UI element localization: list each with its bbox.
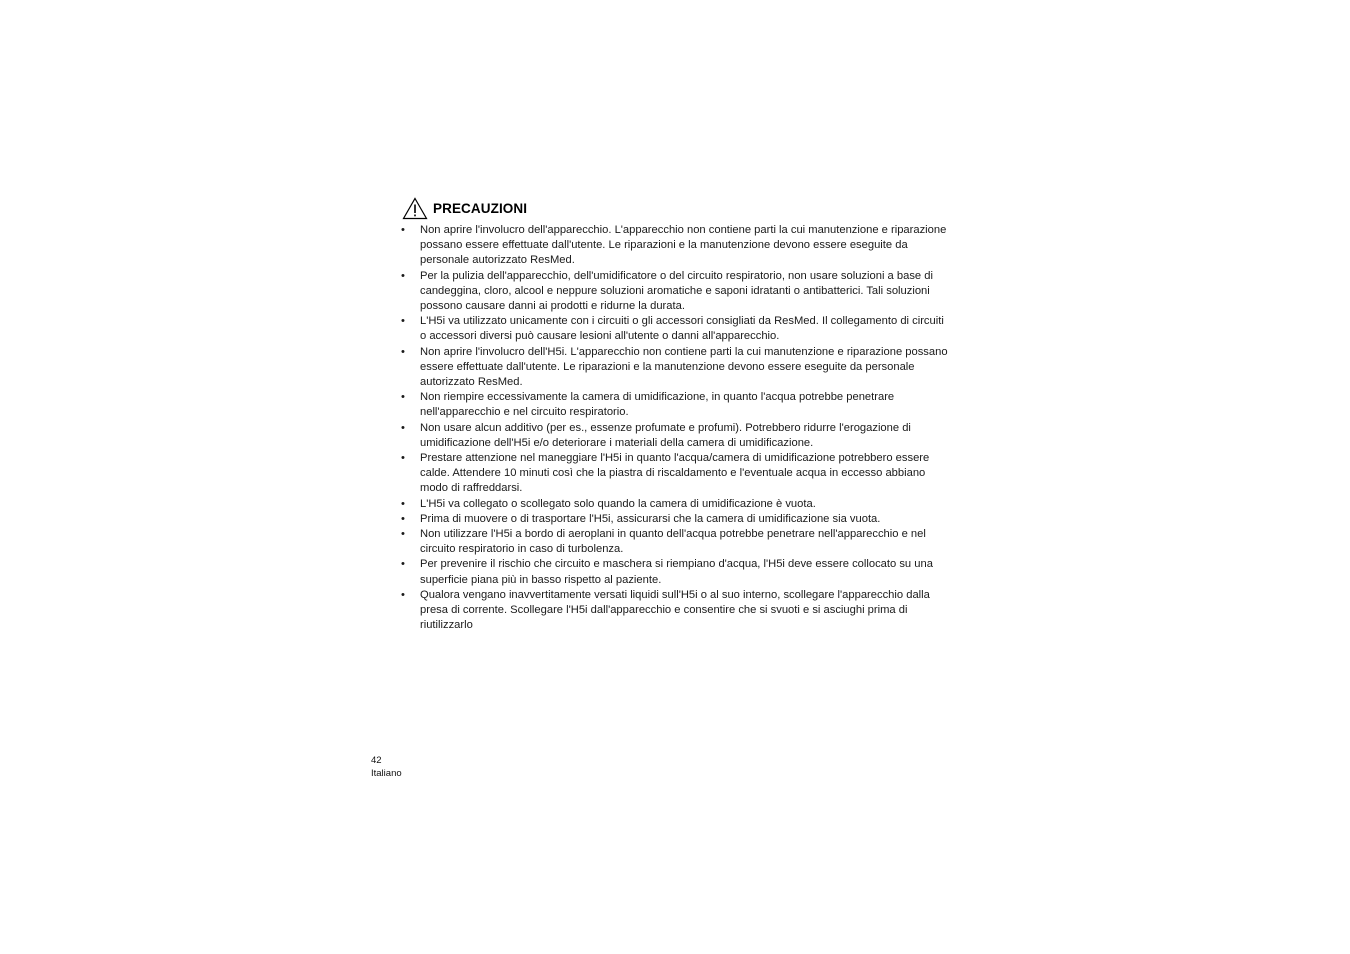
precautions-heading: [402, 196, 950, 220]
list-item: [398, 512, 950, 527]
list-item: [398, 345, 950, 391]
bullet-icon: •: [401, 345, 405, 358]
list-item: [398, 223, 950, 269]
list-item: [398, 497, 950, 512]
bullet-icon: •: [401, 512, 405, 525]
list-item-text: Per prevenire il rischio che circuito e maschera si riempiano d'acqua, l'H5i deve essere collocato su una superficie piana più in basso rispetto al paziente.: [420, 558, 933, 586]
page-number: 42: [371, 755, 382, 766]
list-item-text: Non usare alcun additivo (per es., essenze profumate e profumi). Potrebbero ridurre l'erogazione di umidificazione dell'H5i e/o deteriorare i materiali della camera di umidificazione.: [420, 421, 911, 449]
list-item: [398, 557, 950, 587]
list-item: [398, 269, 950, 315]
list-item: [398, 390, 950, 420]
list-item-text: Prima di muovere o di trasportare l'H5i, assicurarsi che la camera di umidificazione sia vuota.: [420, 512, 881, 525]
bullet-icon: •: [401, 497, 405, 510]
list-item: [398, 451, 950, 497]
list-item: [398, 527, 950, 557]
bullet-icon: •: [401, 452, 405, 465]
list-item: [398, 314, 950, 344]
list-item-text: Non aprire l'involucro dell'H5i. L'apparecchio non contiene parti la cui manutenzione e riparazione possano essere effettuate dall'utente. Le riparazioni e la manutenzione devono essere eseguite da personale autorizzato ResMed.: [420, 345, 948, 389]
precautions-section: [398, 196, 950, 633]
page-footer: [371, 755, 402, 780]
list-item: [398, 588, 950, 634]
page-language: Italiano: [371, 767, 402, 779]
bullet-icon: •: [401, 269, 405, 282]
list-item-text: L'H5i va utilizzato unicamente con i circuiti o gli accessori consigliati da ResMed. Il collegamento di circuiti o accessori diversi può causare lesioni all'utente o danni all'apparecchio.: [420, 315, 944, 343]
list-item: [398, 421, 950, 451]
list-item-text: Prestare attenzione nel maneggiare l'H5i in quanto l'acqua/camera di umidificazione potrebbero essere calde. Attendere 10 minuti così che la piastra di riscaldamento e l'eventuale acqua in eccesso abbiano modo di raffreddarsi.: [420, 452, 930, 495]
bullet-icon: •: [401, 391, 405, 404]
bullet-icon: •: [401, 558, 405, 571]
precautions-list: [398, 223, 950, 633]
bullet-icon: •: [401, 421, 405, 434]
bullet-icon: •: [401, 588, 405, 601]
precautions-title: PRECAUZIONI: [433, 200, 528, 216]
list-item-text: Non riempire eccessivamente la camera di umidificazione, in quanto l'acqua potrebbe penetrare nell'apparecchio e nel circuito respiratorio.: [420, 391, 895, 419]
list-item-text: Qualora vengano inavvertitamente versati liquidi sull'H5i o al suo interno, scollegare l'apparecchio dalla presa di corrente. Scollegare l'H5i dall'apparecchio e consentire che si svuoti e si asciughi prima di riutilizzarlo: [420, 588, 930, 632]
list-item-text: Non aprire l'involucro dell'apparecchio. L'apparecchio non contiene parti la cui manutenzione e riparazione possano essere effettuate dall'utente. Le riparazioni e la manutenzione devono essere eseguite da personale autorizzato ResMed.: [420, 224, 947, 267]
list-item-text: Per la pulizia dell'apparecchio, dell'umidificatore o del circuito respiratorio, non usare soluzioni a base di candeggina, cloro, alcool e neppure soluzioni aromatiche e saponi idratanti o antibatterici. Tali soluzioni possono causare danni ai prodotti e ridurne la durata.: [420, 269, 933, 313]
bullet-icon: •: [401, 224, 405, 236]
bullet-icon: •: [401, 315, 405, 328]
list-item-text: Non utilizzare l'H5i a bordo di aeroplani in quanto dell'acqua potrebbe penetrare nell'apparecchio e nel circuito respiratorio in caso di turbolenza.: [420, 528, 926, 556]
bullet-icon: •: [401, 528, 405, 541]
warning-triangle-icon: [402, 197, 428, 220]
list-item-text: L'H5i va collegato o scollegato solo quando la camera di umidificazione è vuota.: [420, 497, 816, 510]
